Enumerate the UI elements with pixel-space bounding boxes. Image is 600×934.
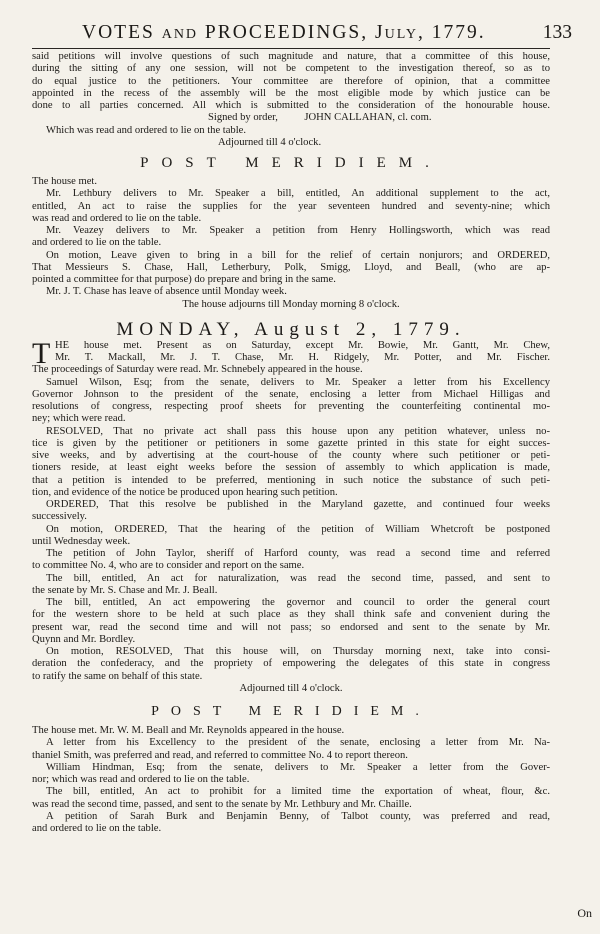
read-note: Which was read and ordered to lie on the table.	[46, 124, 247, 136]
text-line: Mr. T. Mackall, Mr. J. T. Chase, Mr. H. Ridgely, Mr. Potter, and Mr. Fischer.	[55, 352, 550, 363]
text-line: tion, and evidence of the notice be produced upon hearing such petition.	[32, 486, 338, 498]
text-line: pointed a committee for that purpose) do prepare and bring in the same.	[32, 274, 336, 285]
text-line: was read the second time, passed, and sent to the senate by Mr. Lethbury and Mr. Chaille.	[32, 798, 412, 810]
text-line: A letter from his Excellency to the president of the senate, enclosing a letter from Mr. Na-	[46, 737, 550, 749]
text-line: present war, read the second time and will not pass; so endorsed and sent to the senate by Mr.	[32, 621, 550, 633]
text-line: do equal justice to the petitioners. Your committee are therefore of opinion, that a committee	[32, 75, 550, 87]
text-line: The bill, entitled, An act for naturalization, was read the second time, passed, and sent to	[46, 572, 550, 584]
second-afternoon-proceedings	[32, 725, 550, 835]
text-line: tice is given by the petitioner or petitioners in some gazette printed in this state for eight succes-	[32, 437, 550, 449]
text-line: Quynn and Mr. Bordley.	[32, 633, 136, 645]
text-line: Mr. Lethbury delivers to Mr. Speaker a bill, entitled, An additional supplement to the act,	[46, 188, 550, 200]
text-line: The house met.	[32, 176, 98, 187]
afternoon-proceedings	[32, 176, 550, 299]
text-line: was read and ordered to lie on the table.	[32, 212, 202, 224]
text-line: Samuel Wilson, Esq; from the senate, delivers to Mr. Speaker a letter from his Excellency	[46, 376, 550, 388]
running-head-title: VOTES and PROCEEDINGS, July, 1779.	[82, 22, 486, 43]
text-line: The house met. Mr. W. M. Beall and Mr. Reynolds appeared in the house.	[32, 725, 345, 736]
text-line: The bill, entitled, An act to prohibit for a limited time the exportation of wheat, flour, &c.	[46, 786, 550, 798]
text-line: for the western shore to be held at such place as they shall think safe and convenient during the	[32, 609, 550, 621]
catchword: On	[577, 906, 592, 920]
text-line: HE house met. Present as on Saturday, except Mr. Bowie, Mr. Gantt, Mr. Chew,	[55, 339, 550, 351]
text-line: Mr. J. T. Chase has leave of absence until Monday week.	[46, 286, 287, 298]
text-line: On motion, Leave given to bring in a bill for the relief of certain nonjurors; and ORDERED,	[46, 249, 550, 261]
morning-proceedings	[32, 364, 550, 683]
text-line: that a petition is intended to be preferred, mentioning in such notice the substance of such peti-	[32, 474, 550, 486]
text-line: entitled, An act to raise the supplies for the year seventeen hundred and seventy-nine; which	[32, 200, 550, 212]
text-line: appointed in the recess of the assembly will be the most eligible mode by which justice can be	[32, 87, 550, 99]
adjournment-note: Adjourned till 4 o'clock.	[239, 682, 343, 694]
text-line: during the sitting of any one session, will not be competent to the investigation thereof, so as to	[32, 63, 550, 75]
text-line: William Hindman, Esq; from the senate, delivers to Mr. Speaker a letter from the Gover-	[46, 761, 550, 773]
text-line: said petitions will involve questions of such magnitude and nature, that a committee of this house,	[32, 51, 550, 62]
text-line: The proceedings of Saturday were read. Mr. Schnebely appeared in the house.	[32, 364, 363, 376]
text-line: tioners reside, at least eight weeks before the session of assembly to which application is made,	[32, 462, 550, 474]
text-line: thaniel Smith, was preferred and read, and referred to committee No. 4 to report thereon.	[32, 749, 408, 761]
text-line: ORDERED, That this resolve be published in the Maryland gazette, and continued four weeks	[46, 499, 550, 510]
text-line: deration the confederacy, and the propriety of empowering the delegates of this state in congress	[32, 658, 550, 670]
text-line: ney; which were read.	[32, 413, 126, 425]
text-line: On motion, RESOLVED, That this house will, on Thursday morning next, take into consi-	[46, 646, 550, 657]
section-heading-post-meridiem: POST MERIDIEM.	[140, 155, 442, 171]
text-line: done to all parties concerned. All which is submitted to the consideration of the honourable house.	[32, 100, 550, 111]
text-line: RESOLVED, That no private act shall pass this house upon any petition whatever, unless no-	[46, 425, 550, 437]
text-line: On motion, ORDERED, That the hearing of the petition of William Whetcroft be postponed	[46, 523, 550, 535]
signature-line: Signed by order, JOHN CALLAHAN, cl. com.	[208, 112, 432, 124]
text-line: Governor Johnson to the president of the senate, enclosing a letter from Michael Hilligas and	[32, 388, 550, 400]
text-line: nor; which was read and ordered to lie on the table.	[32, 774, 250, 785]
text-line: A petition of Sarah Burk and Benjamin Benny, of Talbot county, was preferred and read,	[46, 810, 550, 822]
text-line: the senate by Mr. S. Chase and Mr. J. Beall.	[32, 584, 218, 596]
text-line: The bill, entitled, An act empowering the governor and council to order the general court	[46, 597, 550, 608]
text-line: That Messieurs S. Chase, Hall, Letherbury, Polk, Smigg, Lloyd, and Beall, (who are ap-	[32, 261, 550, 273]
text-line: to committee No. 4, who are to consider and report on the same.	[32, 560, 305, 572]
committee-report-conclusion	[32, 51, 550, 149]
date-heading: MONDAY, August 2, 1779.	[116, 318, 466, 340]
text-line: and ordered to lie on the table.	[32, 823, 162, 834]
running-head	[32, 22, 572, 49]
adjournment-note: Adjourned till 4 o'clock.	[218, 136, 322, 148]
text-line: sive weeks, and by advertising at the court-house of the county where such petitioner or peti-	[32, 450, 550, 461]
page-number: 133	[542, 22, 572, 43]
text-line: resolutions of congress, respecting proof sheets for preventing the counterfeiting continental mo-	[32, 401, 550, 412]
adjournment-note: The house adjourns till Monday morning 8 o'clock.	[182, 298, 400, 310]
text-line: and ordered to lie on the table.	[32, 237, 162, 249]
text-line: The petition of John Taylor, sheriff of Harford county, was read a second time and referred	[46, 548, 550, 559]
section-heading-post-meridiem: POST MERIDIEM.	[151, 704, 431, 719]
text-line: to ratify the same on behalf of this state.	[32, 670, 203, 682]
drop-cap: T	[32, 336, 51, 370]
text-line: Mr. Veazey delivers to Mr. Speaker a petition from Henry Hollingsworth, which was read	[46, 225, 550, 236]
text-line: until Wednesday week.	[32, 535, 131, 547]
text-line: successively.	[32, 511, 87, 523]
